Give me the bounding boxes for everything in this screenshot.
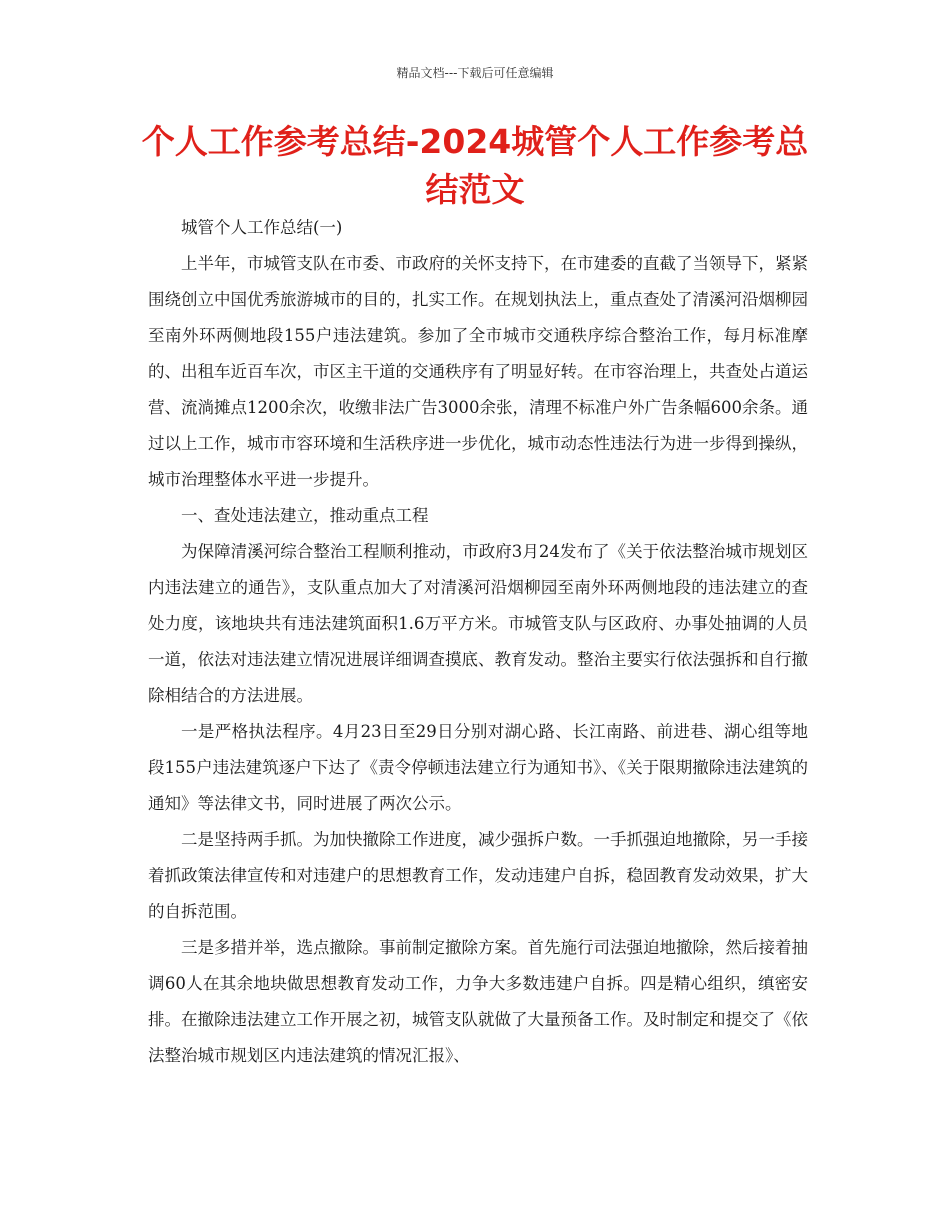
section-heading-1: 城管个人工作总结(一) bbox=[181, 218, 343, 237]
paragraph-point-3: 三是多措并举，选点撤除。事前制定撤除方案。首先施行司法强迫地撤除，然后接着抽调60人在其余地块做思想教育发动工作，力争大多数违建户自拆。四是精心组织，缜密安排。在撤除违法建立工作开展之初，城管支队就做了大量预备工作。及时制定和提交了《依法整治城市规划区内违法建筑的情况汇报》、 bbox=[148, 938, 808, 1065]
paragraph-point-1: 一是严格执法程序。4月23日至29日分别对湖心路、长江南路、前进巷、湖心组等地段155户违法建筑逐户下达了《责令停顿违法建立行为通知书》、《关于限期撤除违法建筑的通知》等法律文书，同时进展了两次公示。 bbox=[148, 722, 808, 813]
header-note: 精品文档---下载后可任意编辑 bbox=[396, 66, 554, 80]
document-title: 个人工作参考总结-2024城管个人工作参考总结范文 bbox=[141, 122, 809, 209]
document-body bbox=[148, 210, 808, 1074]
section-heading-2: 一、查处违法建立，推动重点工程 bbox=[181, 506, 429, 525]
paragraph-summary: 上半年，市城管支队在市委、市政府的关怀支持下，在市建委的直截了当领导下，紧紧围绕创立中国优秀旅游城市的目的，扎实工作。在规划执法上，重点查处了清溪河沿烟柳园至南外环两侧地段155户违法建筑。参加了全市城市交通秩序综合整治工作，每月标准摩的、出租车近百车次，市区主干道的交通秩序有了明显好转。在市容治理上，共查处占道运营、流淌摊点1200余次，收缴非法广告3000余张，清理不标准户外广告条幅600余条。通过以上工作，城市市容环境和生活秩序进一步优化，城市动态性违法行为进一步得到操纵，城市治理整体水平进一步提升。 bbox=[148, 254, 808, 489]
paragraph-notice: 为保障清溪河综合整治工程顺利推动，市政府3月24发布了《关于依法整治城市规划区内违法建立的通告》，支队重点加大了对清溪河沿烟柳园至南外环两侧地段的违法建立的查处力度，该地块共有违法建筑面积1.6万平方米。市城管支队与区政府、办事处抽调的人员一道，依法对违法建立情况进展详细调查摸底、教育发动。整治主要实行依法强拆和自行撤除相结合的方法进展。 bbox=[148, 542, 808, 705]
paragraph-point-2: 二是坚持两手抓。为加快撤除工作进度，减少强拆户数。一手抓强迫地撤除，另一手接着抓政策法律宣传和对违建户的思想教育工作，发动违建户自拆，稳固教育发动效果，扩大的自拆范围。 bbox=[148, 830, 808, 921]
